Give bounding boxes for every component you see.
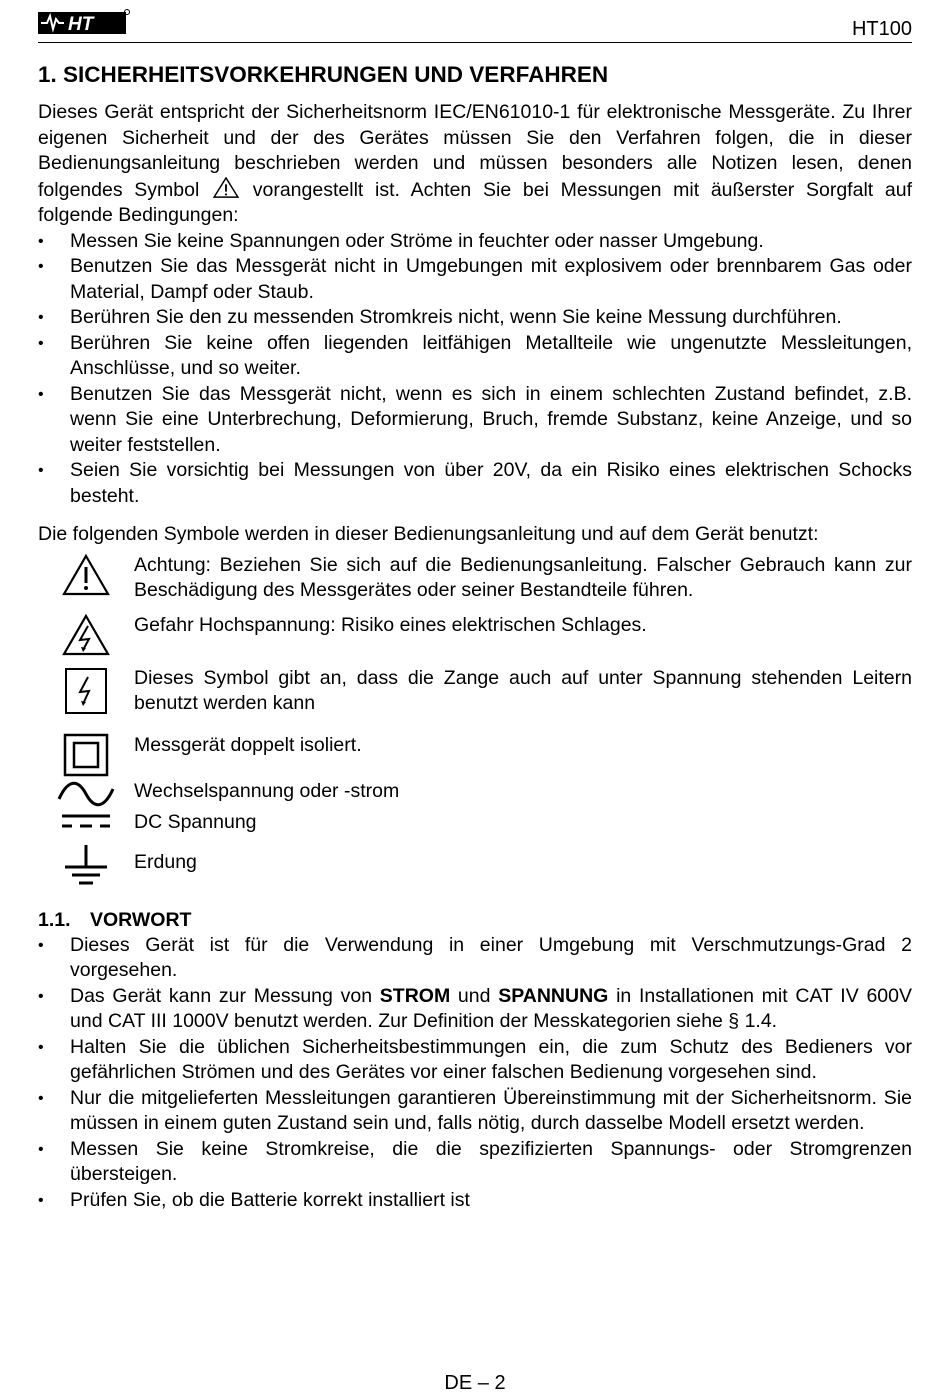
ht-logo — [38, 8, 130, 36]
symbol-description: Achtung: Beziehen Sie sich auf die Bedienungsanleitung. Falscher Gebrauch kann zur Beschädigung des Messgerätes oder seiner Bestandteile führen. — [134, 553, 912, 601]
intro-paragraph — [38, 100, 912, 229]
list-item: • Das Gerät kann zur Messung von STROM und SPANNUNG in Installationen mit CAT IV 600V und CAT III 1000V benutzt werden. Zur Definition der Messkategorien siehe § 1.4. — [38, 984, 912, 1035]
intro-text-2: vorangestellt ist. Achten Sie bei Messungen mit äußerster Sorgfalt auf folgende Bedingungen: — [38, 178, 913, 226]
ground-icon — [63, 845, 109, 887]
list-item: • Nur die mitgelieferten Messleitungen garantieren Übereinstimmung mit der Sicherheitsnorm. Sie müssen in einem guten Zustand sein und, falls nötig, durch dasselbe Modell ersetzt werden. — [38, 1086, 912, 1137]
symbols-table — [38, 553, 912, 889]
symbol-description: Gefahr Hochspannung: Risiko eines elektrischen Schlages. — [134, 613, 647, 636]
list-item: • Seien Sie vorsichtig bei Messungen von über 20V, da ein Risiko eines elektrischen Schocks besteht. — [38, 458, 912, 509]
preface-list — [38, 933, 912, 1214]
bold-term: STROM — [379, 984, 451, 1007]
symbol-row — [38, 845, 912, 889]
section-title: 1. SICHERHEITSVORKEHRUNGEN UND VERFAHREN — [38, 62, 609, 87]
bold-term: SPANNUNG — [498, 984, 609, 1007]
warning-icon — [211, 177, 241, 199]
list-item: • Benutzen Sie das Messgerät nicht, wenn es sich in einem schlechten Zustand befindet, z.B. wenn Sie eine Unterbrechung, Deformierung, Bruch, fremde Substanz, keine Anzeige, und so weiter feststellen. — [38, 382, 912, 459]
subsection-title — [38, 907, 912, 933]
ac-icon — [56, 779, 116, 809]
symbol-row — [38, 666, 912, 733]
symbol-row — [38, 553, 912, 613]
high-voltage-icon — [61, 613, 111, 657]
page-content — [38, 60, 912, 1213]
symbol-description: Erdung — [134, 850, 197, 873]
dc-icon — [60, 810, 112, 836]
symbol-row — [38, 733, 912, 779]
safety-list — [38, 229, 912, 510]
list-item: • Prüfen Sie, ob die Batterie korrekt installiert ist — [38, 1188, 912, 1214]
list-item: • Dieses Gerät ist für die Verwendung in einer Umgebung mit Verschmutzungs-Grad 2 vorgesehen. — [38, 933, 912, 984]
symbol-description: Messgerät doppelt isoliert. — [134, 733, 362, 756]
list-item: • Halten Sie die üblichen Sicherheitsbestimmungen ein, die zum Schutz des Bedieners vor gefährlichen Strömen und des Gerätes vor einer falschen Bedienung vorgesehen sind. — [38, 1035, 912, 1086]
list-item: • Messen Sie keine Spannungen oder Ströme in feuchter oder nasser Umgebung. — [38, 229, 912, 255]
subsection-heading: VORWORT — [90, 908, 192, 931]
model-name: HT100 — [851, 18, 912, 40]
list-item: • Berühren Sie keine offen liegenden leitfähigen Metallteile wie ungenutzte Messleitungen, Anschlüsse, und so weiter. — [38, 331, 912, 382]
list-item: • Messen Sie keine Stromkreise, die die spezifizierten Spannungs- oder Stromgrenzen übersteigen. — [38, 1137, 912, 1188]
list-item: • Berühren Sie den zu messenden Stromkreis nicht, wenn Sie keine Messung durchführen. — [38, 305, 912, 331]
brand-text: HT — [68, 14, 94, 35]
warning-icon — [61, 553, 111, 597]
subsection-number: 1.1. — [38, 908, 71, 931]
page-number: DE – 2 — [444, 1372, 506, 1394]
page-header — [38, 6, 912, 43]
symbol-description: Wechselspannung oder -strom — [134, 779, 400, 802]
list-item: • Benutzen Sie das Messgerät nicht in Umgebungen mit explosivem oder brennbarem Gas oder Material, Dampf oder Staub. — [38, 254, 912, 305]
live-conductor-icon — [63, 666, 109, 716]
symbol-row — [38, 810, 912, 845]
symbols-intro: Die folgenden Symbole werden in dieser Bedienungsanleitung und auf dem Gerät benutzt: — [38, 523, 819, 545]
intro-text-1: Dieses Gerät entspricht der Sicherheitsnorm IEC/EN61010-1 für elektronische Messgeräte. Zu Ihrer eigenen Sicherheit und der des Gerätes müssen Sie den Verfahren folgen, die in dieser Bedienungsanleitung beschrieben werden und müssen besonders alle Notizen lesen, denen folgendes Symbol — [38, 101, 912, 201]
double-insulation-icon — [63, 733, 109, 777]
symbol-description: DC Spannung — [134, 810, 257, 833]
symbol-row — [38, 779, 912, 810]
symbol-row — [38, 613, 912, 666]
symbol-description: Dieses Symbol gibt an, dass die Zange auch auf unter Spannung stehenden Leitern benutzt werden kann — [134, 666, 912, 714]
